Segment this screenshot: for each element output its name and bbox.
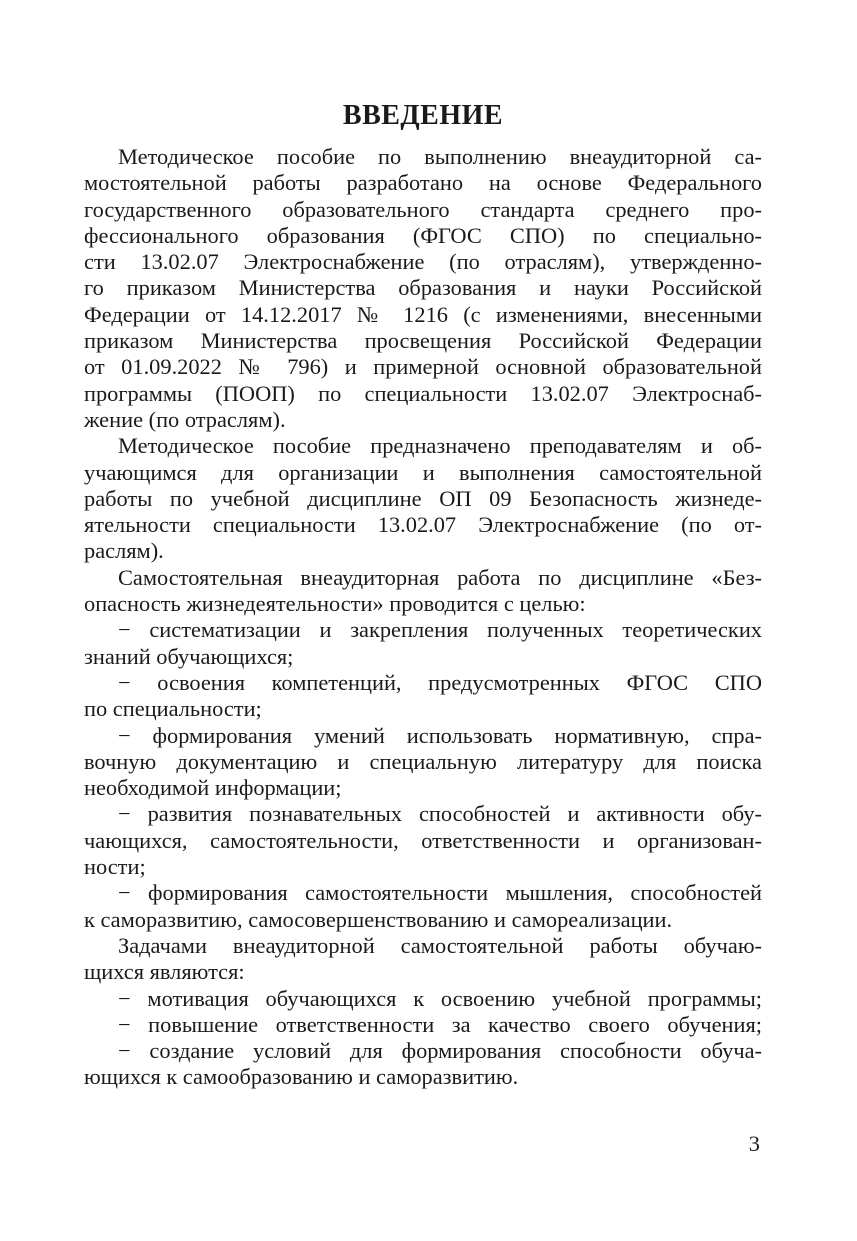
text-line: опасность жизнедеятельности» проводится с целью:	[84, 591, 586, 617]
text-line: − создание условий для формирования способности обуча-	[118, 1038, 762, 1064]
text-line: фессионального образования (ФГОС СПО) по специально-	[84, 222, 762, 248]
text-line: Самостоятельная внеаудиторная работа по дисциплине «Без-	[118, 564, 762, 590]
text-line: ющихся к самообразованию и саморазвитию.	[84, 1064, 519, 1090]
text-line: вочную документацию и специальную литературу для поиска	[84, 748, 762, 774]
text-line: − повышение ответственности за качество своего обучения;	[118, 1011, 762, 1037]
list-item	[84, 1012, 762, 1038]
text-line: программы (ПООП) по специальности 13.02.07 Электроснаб-	[84, 380, 762, 406]
paragraph	[84, 565, 762, 618]
text-line: раслям).	[84, 538, 164, 564]
list-item	[84, 670, 762, 723]
paragraph	[84, 933, 762, 986]
body-text	[84, 144, 762, 1091]
page-title: ВВЕДЕНИЕ	[342, 100, 504, 131]
text-line: жение (по отраслям).	[84, 406, 286, 432]
text-line: чающихся, самостоятельности, ответственности и организован-	[84, 827, 762, 853]
list-item	[84, 723, 762, 802]
list-item	[84, 801, 762, 880]
text-line: государственного образовательного стандарта среднего про-	[84, 196, 762, 222]
text-line: работы по учебной дисциплине ОП 09 Безопасность жизнеде-	[84, 485, 762, 511]
text-line: − систематизации и закрепления полученных теоретических	[118, 617, 762, 643]
text-line: ятельности специальности 13.02.07 Электроснабжение (по от-	[84, 512, 762, 538]
text-line: сти 13.02.07 Электроснабжение (по отраслям), утвержденно-	[84, 249, 762, 275]
list-item	[84, 1038, 762, 1091]
text-line: − мотивация обучающихся к освоению учебной программы;	[118, 985, 762, 1011]
list-item	[84, 986, 762, 1012]
text-line: − формирования умений использовать нормативную, спра-	[118, 722, 762, 748]
text-line: − развития познавательных способностей и активности обу-	[118, 801, 762, 827]
page-number: 3	[748, 1131, 760, 1156]
text-line: щихся являются:	[84, 959, 245, 985]
text-line: Задачами внеаудиторной самостоятельной работы обучаю-	[118, 932, 762, 958]
page-content	[84, 98, 762, 1091]
text-line: ности;	[84, 854, 146, 880]
text-line: Методическое пособие по выполнению внеаудиторной са-	[118, 144, 762, 169]
paragraph	[84, 144, 762, 433]
text-line: необходимой информации;	[84, 775, 342, 801]
text-line: − освоения компетенций, предусмотренных ФГОС СПО	[118, 669, 762, 695]
text-line: мостоятельной работы разработано на основе Федерального	[84, 170, 762, 196]
text-line: приказом Министерства просвещения Российской Федерации	[84, 328, 762, 354]
text-line: − формирования самостоятельности мышления, способностей	[118, 880, 762, 906]
text-line: по специальности;	[84, 696, 262, 722]
text-line: знаний обучающихся;	[84, 643, 294, 669]
text-line: учающимся для организации и выполнения самостоятельной	[84, 459, 762, 485]
text-line: Методическое пособие предназначено преподавателям и об-	[118, 433, 762, 459]
text-line: го приказом Министерства образования и науки Российской	[84, 275, 762, 301]
text-line: Федерации от 14.12.2017 № 1216 (с изменениями, внесенными	[84, 301, 762, 327]
list-item	[84, 617, 762, 670]
text-line: к саморазвитию, самосовершенствованию и самореализации.	[84, 906, 673, 932]
list-item	[84, 880, 762, 933]
text-line: от 01.09.2022 № 796) и примерной основной образовательной	[84, 354, 762, 380]
paragraph	[84, 433, 762, 564]
